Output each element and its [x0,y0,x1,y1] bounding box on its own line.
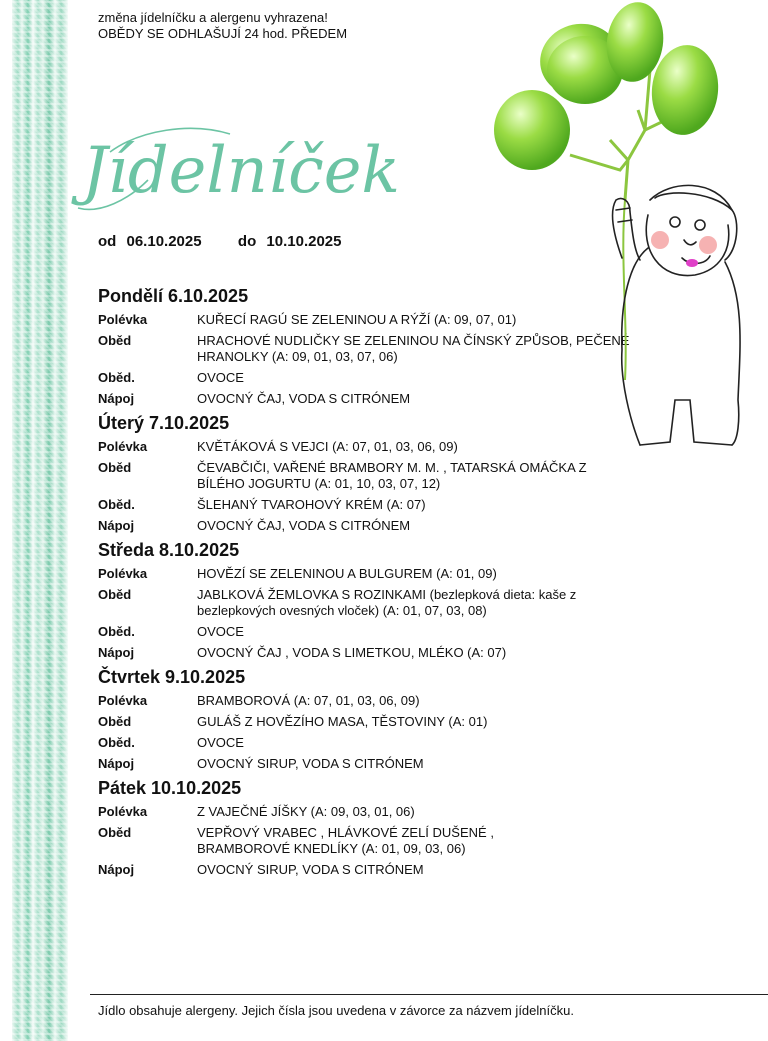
row-label: Polévka [98,566,148,581]
menu-row [98,518,658,534]
page-title [70,100,410,230]
day-title: Pondělí 6.10.2025 [98,286,249,306]
day-section-wednesday [98,540,658,661]
menu-row [98,756,658,772]
day-title: Úterý 7.10.2025 [98,413,230,433]
menu-row [98,624,658,640]
row-value: OVOCNÝ SIRUP, VODA S CITRÓNEM [197,862,424,877]
menu-row [98,693,658,709]
day-section-friday [98,778,658,878]
row-value: HRACHOVÉ NUDLIČKY SE ZELENINOU NA ČÍNSKÝ ZPŮSOB, PEČENÉ HRANOLKY (A: 09, 01, 03, 07, 06) [197,333,630,364]
row-label: Nápoj [98,862,135,877]
menu-row [98,825,658,857]
row-value: Z VAJEČNÉ JÍŠKY (A: 09, 03, 01, 06) [197,804,415,819]
day-section-thursday [98,667,658,772]
row-value: HOVĚZÍ SE ZELENINOU A BULGUREM (A: 01, 09) [197,566,497,581]
date-from-label: od [98,233,117,250]
notice-line-2: OBĚDY SE ODHLAŠUJÍ 24 hod. PŘEDEM [98,26,348,41]
row-value: OVOCNÝ ČAJ, VODA S CITRÓNEM [197,518,411,533]
row-label: Oběd. [98,624,135,639]
row-label: Nápoj [98,391,135,406]
menu-row [98,566,658,582]
row-value: OVOCE [197,624,244,639]
row-value: OVOCNÝ SIRUP, VODA S CITRÓNEM [197,756,424,771]
menu-row [98,497,658,513]
menu-row [98,735,658,751]
row-value: ČEVABČIČI, VAŘENÉ BRAMBORY M. M. , TATARSKÁ OMÁČKA Z BÍLÉHO JOGURTU (A: 01, 10, 03, 07, 12) [197,460,587,491]
row-label: Polévka [98,439,148,454]
day-title: Středa 8.10.2025 [98,540,240,560]
balloon-string [623,200,625,380]
menu-row [98,645,658,661]
row-label: Oběd. [98,497,135,512]
row-value: ŠLEHANÝ TVAROHOVÝ KRÉM (A: 07) [197,497,426,512]
row-label: Oběd. [98,735,135,750]
date-from: 06.10.2025 [126,233,202,250]
row-label: Polévka [98,693,148,708]
cheek-left [651,231,669,249]
row-value: OVOCE [197,735,244,750]
menu-row [98,460,658,492]
row-label: Oběd [98,825,132,840]
row-value: BRAMBOROVÁ (A: 07, 01, 03, 06, 09) [197,693,420,708]
row-value: VEPŘOVÝ VRABEC , HLÁVKOVÉ ZELÍ DUŠENÉ , BRAMBOROVÉ KNEDLÍKY (A: 01, 09, 03, 06) [197,825,494,856]
menu-row [98,714,658,730]
day-title: Pátek 10.10.2025 [98,778,242,798]
cheek-right [699,236,717,254]
notice-line-1: změna jídelníčku a alergenu vyhrazena! [98,10,328,25]
page-title-text: Jídelníček [71,134,401,208]
row-value: OVOCNÝ ČAJ , VODA S LIMETKOU, MLÉKO (A: 07) [197,645,507,660]
row-label: Oběd. [98,370,135,385]
row-label: Oběd [98,333,132,348]
row-value: OVOCNÝ ČAJ, VODA S CITRÓNEM [197,391,411,406]
row-value: KVĚTÁKOVÁ S VEJCI (A: 07, 01, 03, 06, 09) [197,439,458,454]
notice [98,10,347,42]
tongue [686,259,698,267]
row-label: Polévka [98,804,148,819]
menu-row [98,587,658,619]
grapes-man-illustration [470,0,768,460]
footer-divider [90,994,768,995]
row-label: Oběd [98,714,132,729]
man-figure [613,185,740,445]
row-label: Nápoj [98,645,135,660]
row-value: OVOCE [197,370,244,385]
row-value: JABLKOVÁ ŽEMLOVKA S ROZINKAMI (bezlepková dieta: kaše z bezlepkových ovesných vloček) (A: 01, 07, 03, 08) [197,587,577,618]
row-value: GULÁŠ Z HOVĚZÍHO MASA, TĚSTOVINY (A: 01) [197,714,488,729]
row-label: Nápoj [98,518,135,533]
decorative-ribbon [12,0,68,1041]
date-range [98,233,342,250]
row-label: Nápoj [98,756,135,771]
day-title: Čtvrtek 9.10.2025 [98,667,246,687]
row-label: Polévka [98,312,148,327]
row-label: Oběd [98,460,132,475]
grape-balloons [494,0,723,170]
row-value: KUŘECÍ RAGÚ SE ZELENINOU A RÝŽÍ (A: 09, 07, 01) [197,312,517,327]
date-to: 10.10.2025 [266,233,342,250]
footer-note: Jídlo obsahuje alergeny. Jejich čísla jsou uvedena v závorce za názvem jídelníčku. [98,1003,574,1018]
menu-row [98,804,658,820]
row-label: Oběd [98,587,132,602]
date-to-label: do [237,233,257,250]
menu-row [98,862,658,878]
